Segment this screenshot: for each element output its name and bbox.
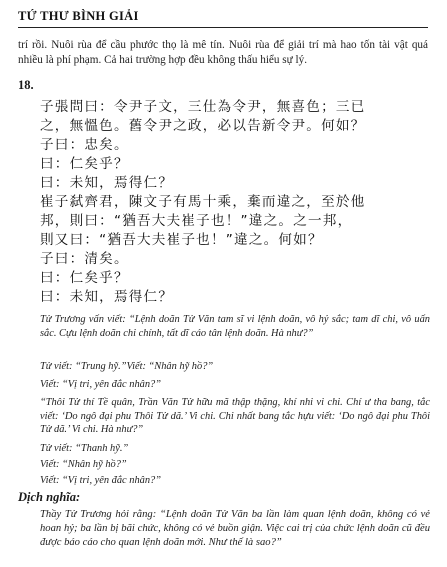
chinese-line: 曰：仁矣乎？ bbox=[40, 270, 129, 286]
transliteration-paragraph: Viết: “Vị tri, yên đắc nhân?” bbox=[40, 379, 162, 390]
chinese-line: 子曰：忠矣。 bbox=[40, 137, 129, 153]
chinese-line: 曰：未知，焉得仁？ bbox=[40, 289, 174, 305]
chinese-line: 則又曰：“猶吾大夫崔子也！”違之。何如？ bbox=[40, 232, 323, 248]
chinese-line: 子曰：清矣。 bbox=[40, 251, 129, 267]
chinese-line: 曰：未知，焉得仁？ bbox=[40, 175, 174, 191]
chinese-line: 之，無慍色。舊令尹之政，必以告新令尹。何如？ bbox=[40, 118, 366, 134]
transliteration-paragraph: Tử viết: “Trung hỹ.”Viết: “Nhân hỹ hồ?” bbox=[40, 361, 214, 372]
intro-paragraph: trí rồi. Nuôi rùa để cầu phước thọ là mê tín. Nuôi rùa để giải trí mà hao tốn tài vật quá nhiều là phí phạm. Cả hai trường hợp đều không thấu hiểu sự lý. bbox=[18, 39, 428, 66]
chinese-line: 子張問曰：令尹子文，三仕為令尹，無喜色；三已 bbox=[40, 99, 366, 115]
transliteration-paragraph: “Thôi Tử thí Tề quân, Trần Văn Tử hữu mã thập thặng, khí nhi vi chi. Chí ư tha bang, tắc viết: ‘Do ngô đại phu Thôi Tử dã.’ Vi chi. Chi nhất bang tắc hựu viết: ‘Do ngô đại phu Thôi Tử dã.’ Vi chi. Hà như?” bbox=[40, 397, 430, 436]
transliteration-paragraph: Tử Trương vấn viết: “Lệnh doãn Tử Văn tam sĩ vi lệnh doãn, vô hỷ sắc; tam dĩ chi, vô uấn sắc. Cựu lệnh doãn chi chính, tất dĩ cáo tân lệnh doãn. Hà như?” bbox=[40, 314, 430, 339]
chinese-line: 曰：仁矣乎？ bbox=[40, 156, 129, 172]
chinese-line: 崔子弑齊君，陳文子有馬十乘，棄而違之，至於他 bbox=[40, 194, 366, 210]
section-number: 18. bbox=[18, 78, 34, 92]
transliteration-paragraph: Viết: “Vị tri, yên đắc nhân?” bbox=[40, 475, 162, 486]
transliteration-paragraph: Tử viết: “Thanh hỹ.” bbox=[40, 443, 129, 454]
transliteration-paragraph: Viết: “Nhân hỹ hồ?” bbox=[40, 459, 127, 470]
chinese-line: 邦，則曰：“猶吾大夫崔子也！”違之。之一邦， bbox=[40, 213, 353, 229]
running-head: TỨ THƯ BÌNH GIẢI bbox=[18, 9, 139, 23]
translation-heading: Dịch nghĩa: bbox=[18, 490, 81, 504]
header-rule bbox=[18, 27, 428, 28]
translation-paragraph: Thầy Tử Trương hỏi rằng: “Lệnh doãn Tử Văn ba lần làm quan lệnh doãn, không có vẻ hoan hỷ; ba lần bị bãi chức, không có vẻ buồn giận. Việc cai trị của chức lệnh doãn cũ đều được báo cáo cho quan lệnh doãn mới. Như thế là sao?” bbox=[40, 509, 430, 548]
